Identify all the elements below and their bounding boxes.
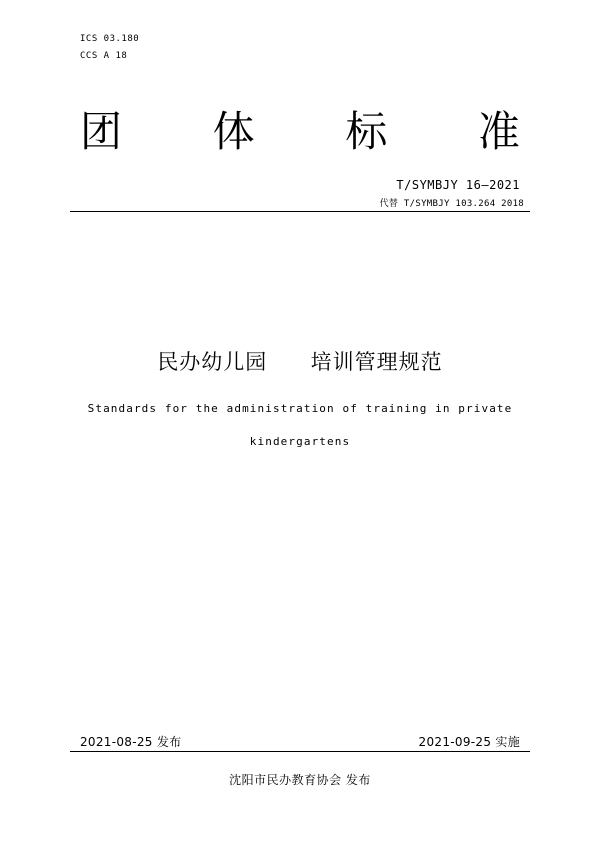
standard-type-char: 标 [345,107,388,156]
bottom-divider [70,751,530,752]
standard-number: T/SYMBJY 16—2021 [396,178,520,192]
issue-date: 2021-08-25 发布 [80,735,182,749]
standard-type-heading [80,104,520,160]
ccs-code: CCS A 18 [80,51,128,61]
implementation-date: 2021-09-25 实施 [418,735,520,749]
english-title-line-1: Standards for the administration of training in private [87,402,513,415]
ics-code: ICS 03.180 [80,34,140,44]
standard-type-char: 团 [80,107,123,156]
chinese-title: 民办幼儿园 培训管理规范 [157,350,443,374]
publisher: 沈阳市民办教育协会 发布 [229,773,371,787]
english-title-line-2: kindergartens [249,435,351,448]
standard-type-char: 准 [477,107,520,156]
standard-type-char: 体 [212,107,255,156]
replaces-note: 代替 T/SYMBJY 103.264 2018 [379,199,524,209]
top-divider [70,211,530,212]
